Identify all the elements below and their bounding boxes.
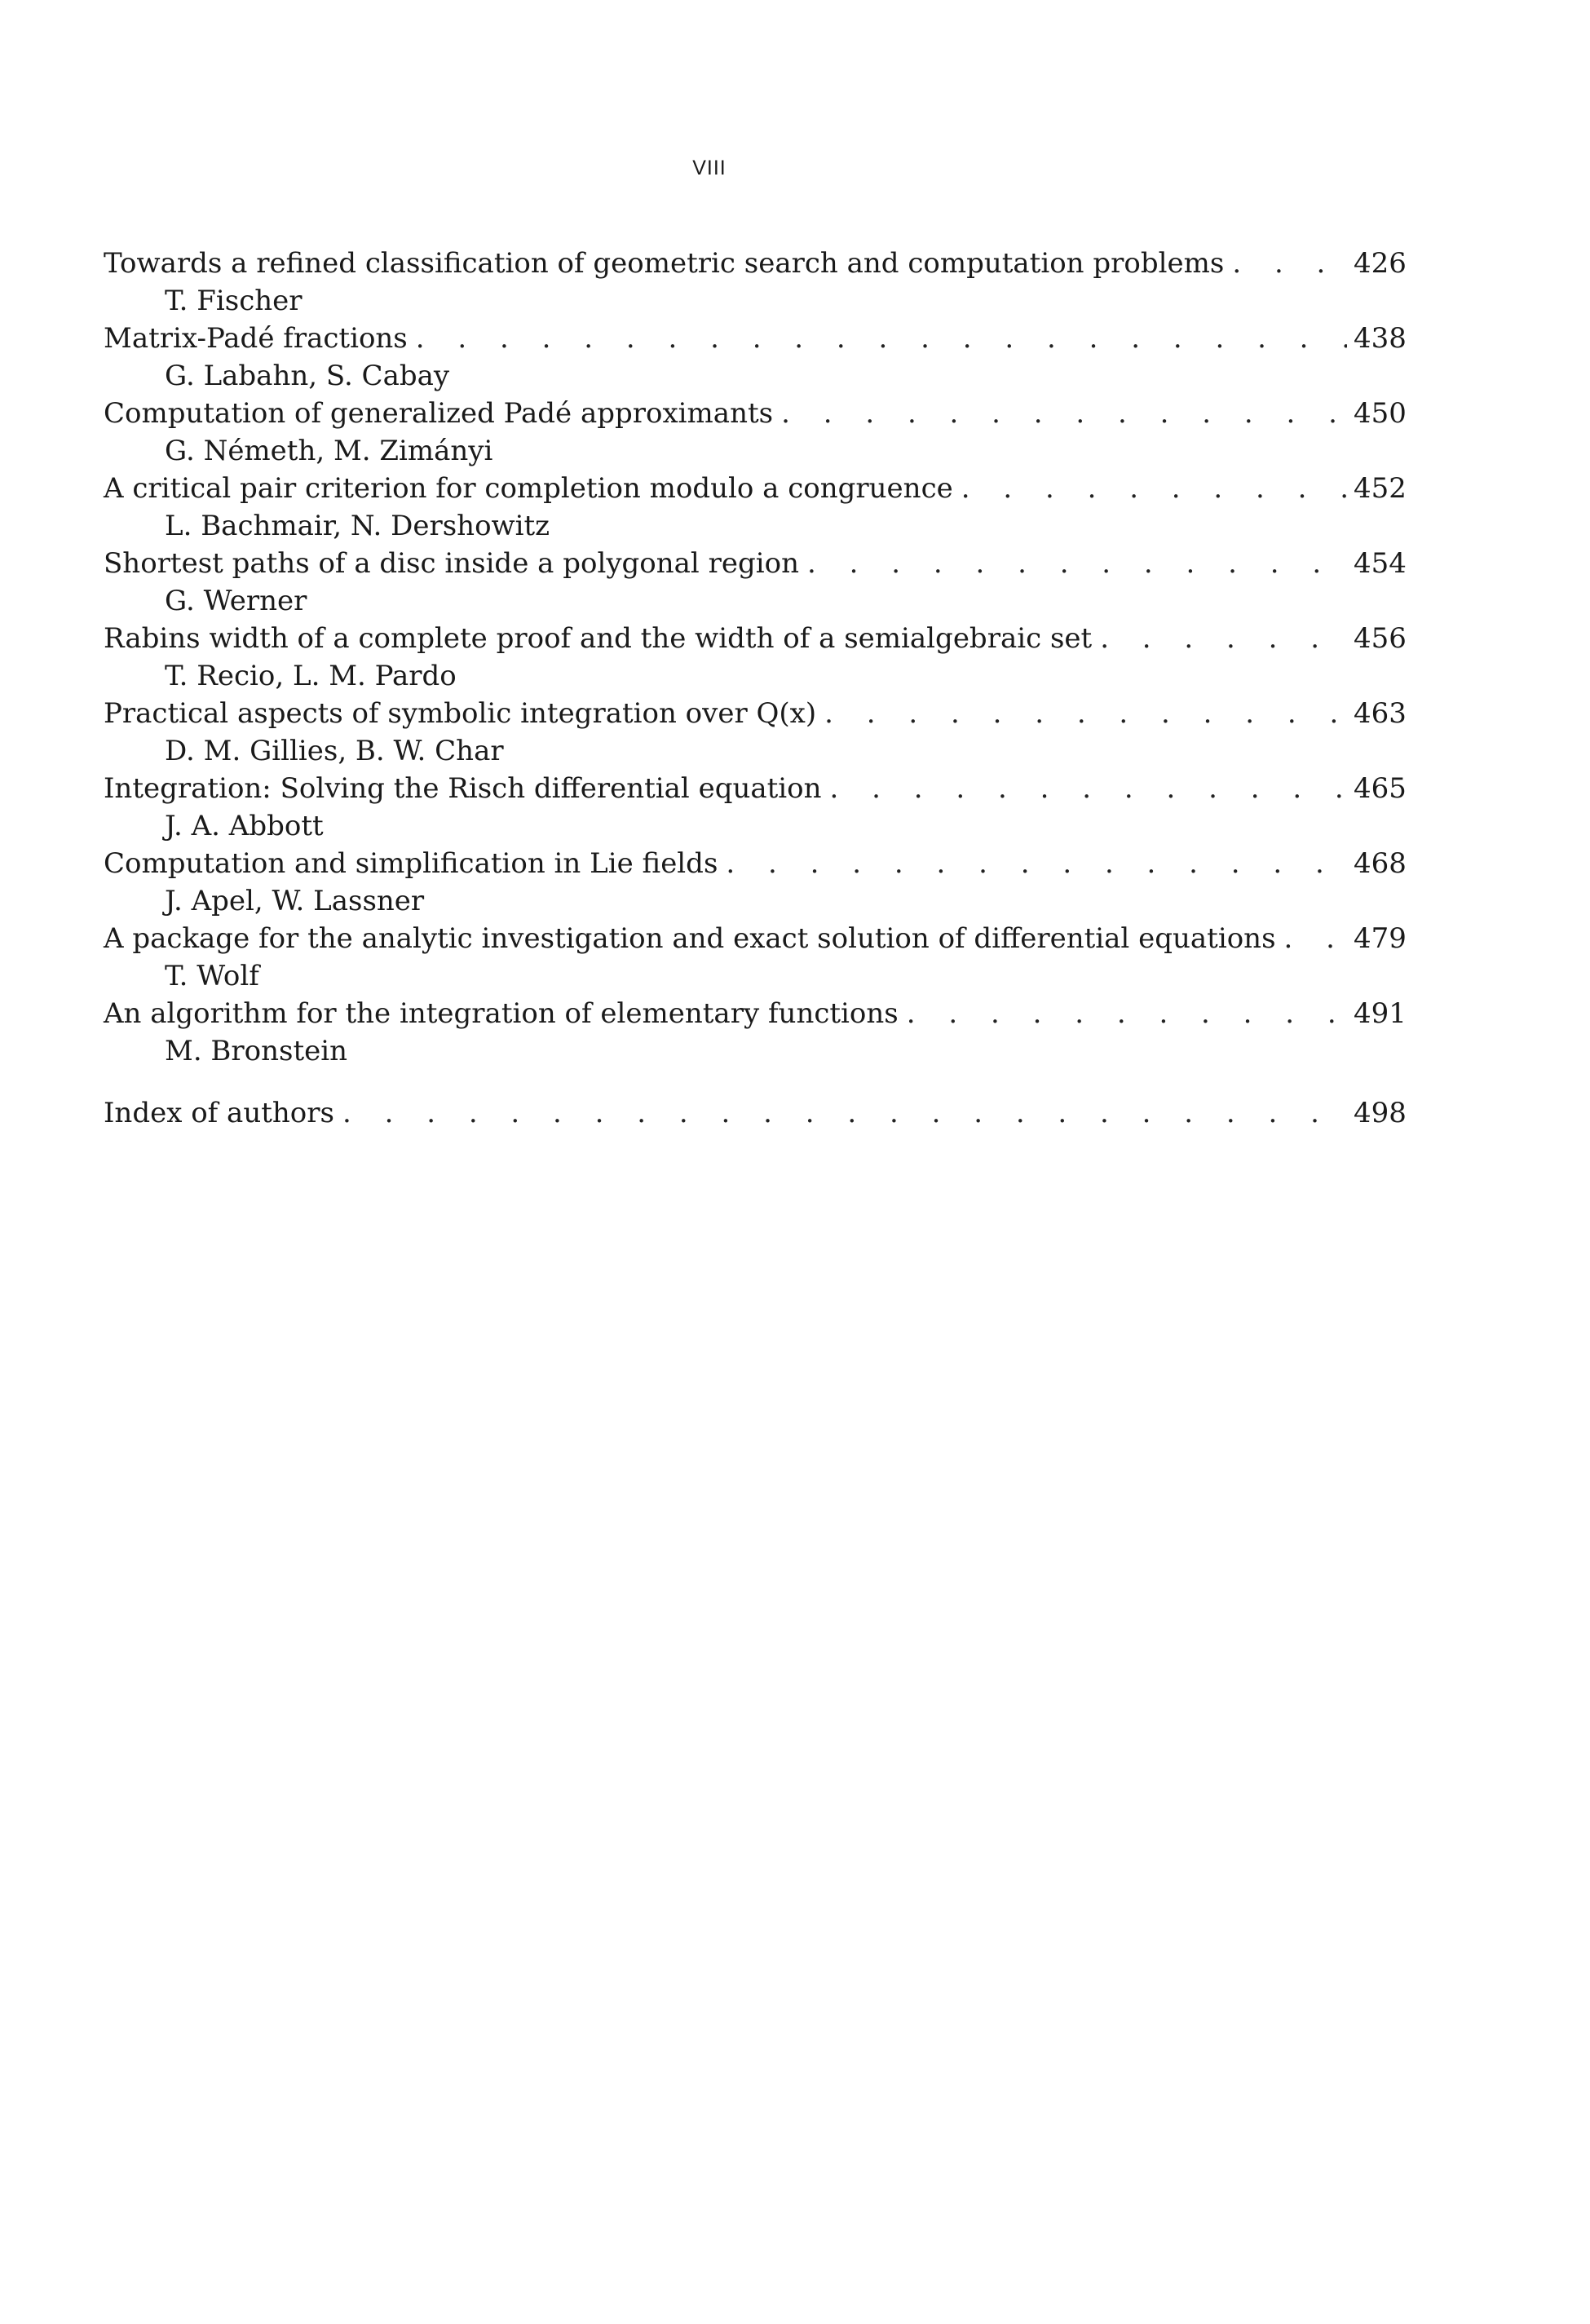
toc-entry-page: 454 (1354, 547, 1407, 580)
toc-entry-title: Towards a refined classification of geometric search and computation problems (104, 247, 1225, 280)
toc-entry (104, 620, 1407, 695)
toc-entry-title: Matrix-Padé fractions (104, 322, 408, 355)
toc-entry (104, 395, 1407, 470)
toc-entry (104, 770, 1407, 845)
toc-entry-line (104, 1094, 1407, 1132)
toc-entry-authors: M. Bronstein (165, 1035, 348, 1067)
toc-entry-page: 465 (1354, 772, 1407, 805)
toc-entry-authors: D. M. Gillies, B. W. Char (165, 735, 504, 767)
toc-entry-title: A critical pair criterion for completion modulo a congruence (104, 472, 953, 505)
toc-entry-line (104, 245, 1407, 282)
dot-leader (781, 395, 1347, 432)
toc-entry-line (104, 470, 1407, 507)
toc-entry-title: Rabins width of a complete proof and the width of a semialgebraic set (104, 622, 1093, 655)
toc-entry-authors: T. Recio, L. M. Pardo (165, 660, 457, 692)
toc-entry (104, 320, 1407, 395)
toc-entry-page: 491 (1354, 997, 1407, 1030)
dot-leader (1284, 920, 1347, 957)
toc-entry-line (104, 845, 1407, 882)
toc-entry (104, 920, 1407, 995)
toc-entry (104, 245, 1407, 320)
dot-leader (726, 845, 1347, 882)
toc-entry-authors: T. Fischer (165, 285, 303, 317)
toc-index-page: 498 (1354, 1097, 1407, 1129)
toc-entry-title: Computation of generalized Padé approximants (104, 397, 774, 430)
toc-entry-title: Computation and simplification in Lie fields (104, 847, 718, 880)
dot-leader (824, 695, 1347, 732)
toc-entry-line (104, 995, 1407, 1032)
toc-entry-page: 426 (1354, 247, 1407, 280)
toc-entry-title: Shortest paths of a disc inside a polygonal region (104, 547, 799, 580)
toc-entry-page: 463 (1354, 697, 1407, 730)
toc-entry-line (104, 545, 1407, 582)
dot-leader (342, 1094, 1347, 1132)
toc-entry-line (104, 395, 1407, 432)
toc-entry (104, 545, 1407, 620)
toc-entry-authors: G. Németh, M. Zimányi (165, 435, 493, 467)
dot-leader (961, 470, 1347, 507)
toc-entry-authors: J. Apel, W. Lassner (165, 885, 425, 917)
dot-leader (1232, 245, 1347, 282)
toc-entry-authors: G. Labahn, S. Cabay (165, 360, 450, 392)
toc-index-entry (104, 1094, 1407, 1132)
toc-entry-page: 479 (1354, 922, 1407, 955)
dot-leader (1100, 620, 1347, 657)
toc-entry-title: Practical aspects of symbolic integration over Q(x) (104, 697, 817, 730)
dot-leader (907, 995, 1347, 1032)
dot-leader (807, 545, 1347, 582)
toc-entry-page: 452 (1354, 472, 1407, 505)
table-of-contents (104, 245, 1407, 1132)
toc-entry-title: A package for the analytic investigation and exact solution of differential equations (104, 922, 1276, 955)
toc-entry-line (104, 620, 1407, 657)
toc-entry-title: Integration: Solving the Risch differential equation (104, 772, 822, 805)
toc-entry (104, 995, 1407, 1070)
toc-entry-authors: G. Werner (165, 585, 307, 617)
toc-entry-page: 468 (1354, 847, 1407, 880)
toc-entry-line (104, 320, 1407, 357)
toc-entry-page: 438 (1354, 322, 1407, 355)
toc-entry-title: An algorithm for the integration of elementary functions (104, 997, 899, 1030)
toc-entry-line (104, 920, 1407, 957)
toc-entry (104, 845, 1407, 920)
toc-entry (104, 695, 1407, 770)
toc-entry-authors: T. Wolf (165, 960, 259, 992)
toc-index-title: Index of authors (104, 1097, 334, 1129)
dot-leader (830, 770, 1347, 807)
toc-entry-page: 450 (1354, 397, 1407, 430)
toc-entry-line (104, 695, 1407, 732)
toc-entry-authors: L. Bachmair, N. Dershowitz (165, 510, 550, 542)
toc-entry-page: 456 (1354, 622, 1407, 655)
page-number: VIII (692, 157, 727, 179)
toc-entry-authors: J. A. Abbott (165, 810, 324, 842)
toc-entry-line (104, 770, 1407, 807)
dot-leader (416, 320, 1347, 357)
toc-entry (104, 470, 1407, 545)
